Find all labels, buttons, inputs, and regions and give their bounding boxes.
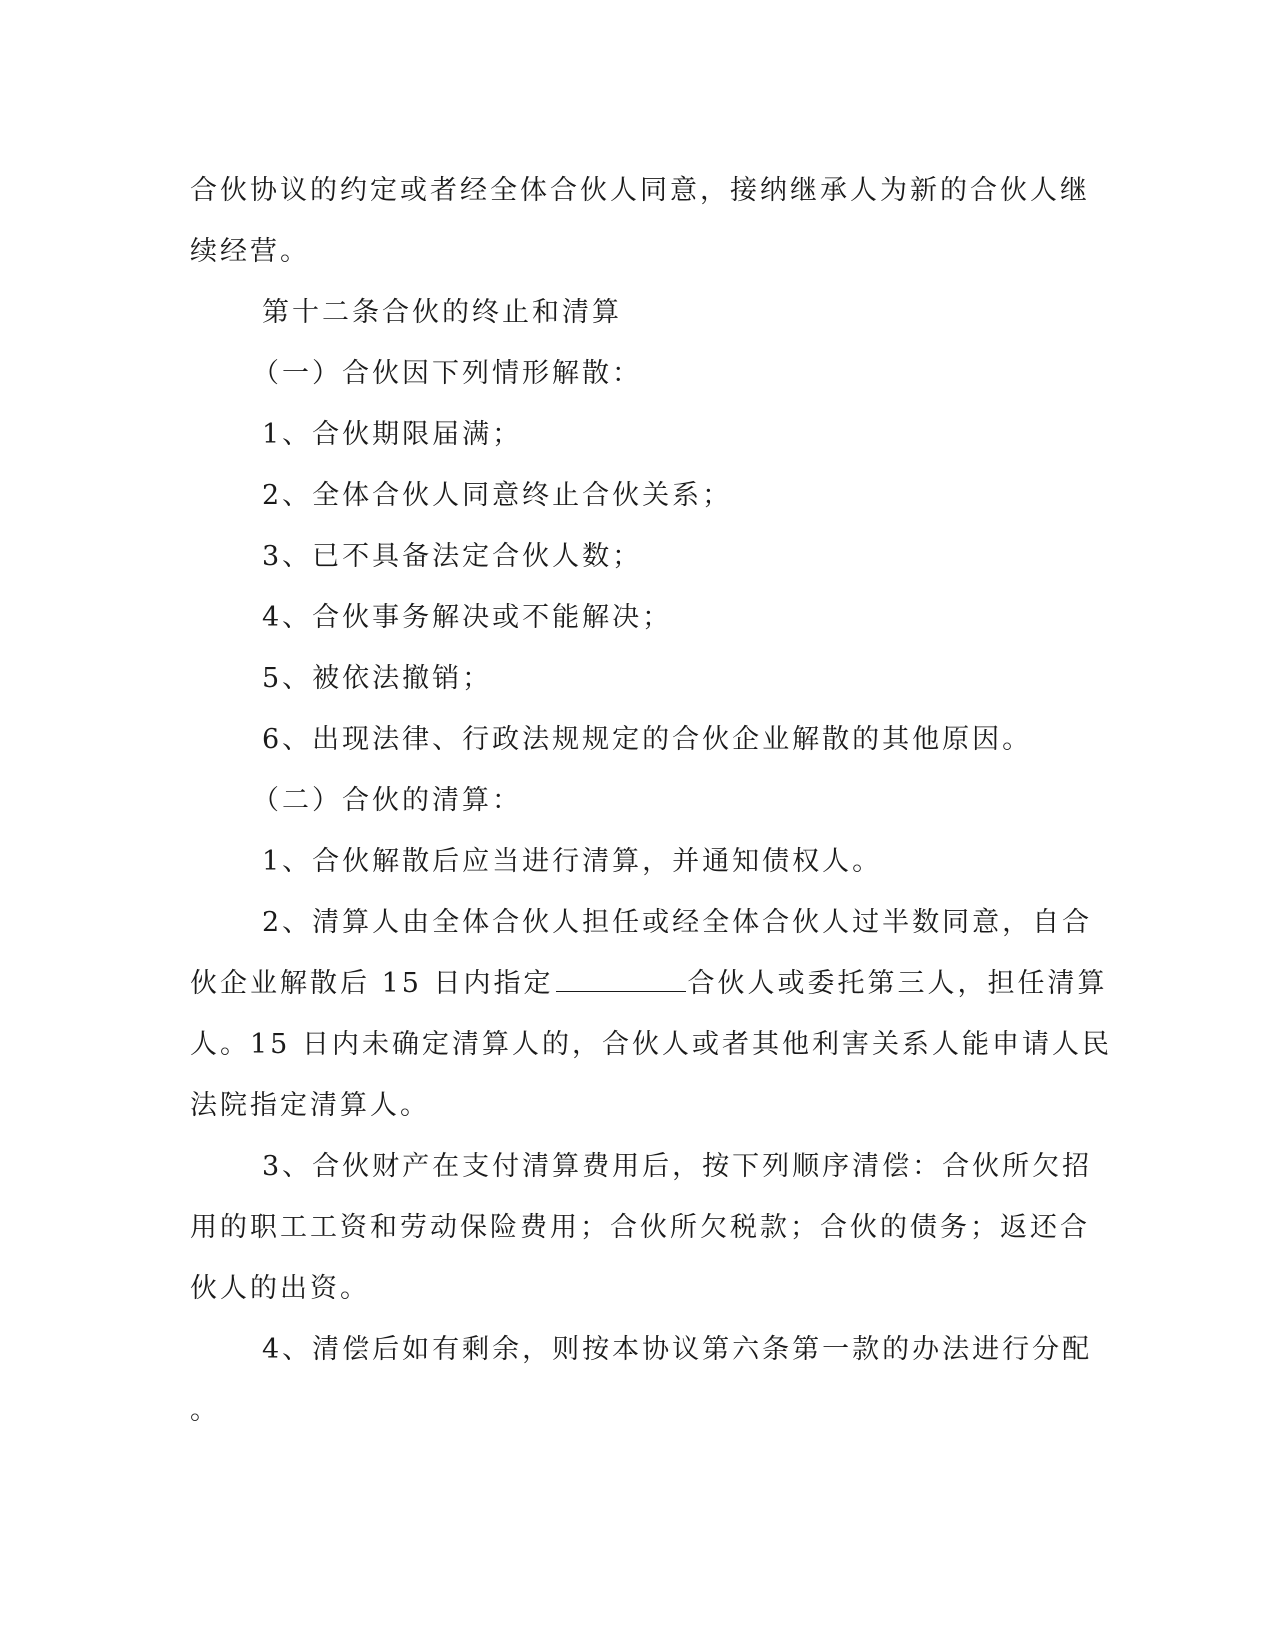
document-body bbox=[190, 160, 1112, 1441]
article-heading: 第十二条合伙的终止和清算 bbox=[262, 297, 622, 328]
list-item: 6、出现法律、行政法规规定的合伙企业解散的其他原因。 bbox=[262, 724, 1033, 755]
text-after-blank: 合伙人或委托第三人，担任清算 bbox=[687, 968, 1108, 999]
paragraph-line: 人。15 日内未确定清算人的，合伙人或者其他利害关系人能申请人民 bbox=[190, 1029, 1112, 1060]
list-item: 5、被依法撤销； bbox=[262, 663, 493, 694]
paragraph-line: 用的职工工资和劳动保险费用；合伙所欠税款；合伙的债务；返还合 bbox=[190, 1212, 1090, 1243]
paragraph-line: 3、合伙财产在支付清算费用后，按下列顺序清偿：合伙所欠招 bbox=[262, 1151, 1093, 1182]
section-heading-liquidation: （二）合伙的清算： bbox=[252, 785, 522, 816]
text-before-blank: 伙企业解散后 15 日内指定 bbox=[190, 968, 554, 999]
paragraph-line bbox=[190, 953, 1108, 1014]
paragraph-line: 法院指定清算人。 bbox=[190, 1090, 430, 1121]
paragraph-line: 合伙协议的约定或者经全体合伙人同意，接纳继承人为新的合伙人继 bbox=[190, 175, 1090, 206]
paragraph-line: 续经营。 bbox=[190, 236, 310, 267]
list-item: 1、合伙解散后应当进行清算，并通知债权人。 bbox=[262, 846, 883, 877]
list-item: 1、合伙期限届满； bbox=[262, 419, 523, 450]
paragraph-line: 。 bbox=[190, 1395, 220, 1426]
paragraph-line: 4、清偿后如有剩余，则按本协议第六条第一款的办法进行分配 bbox=[262, 1334, 1093, 1365]
section-heading-dissolution: （一）合伙因下列情形解散： bbox=[252, 358, 642, 389]
paragraph-line: 2、清算人由全体合伙人担任或经全体合伙人过半数同意，自合 bbox=[262, 907, 1093, 938]
list-item: 2、全体合伙人同意终止合伙关系； bbox=[262, 480, 733, 511]
list-item: 4、合伙事务解决或不能解决； bbox=[262, 602, 673, 633]
paragraph-line: 伙人的出资。 bbox=[190, 1273, 370, 1304]
list-item: 3、已不具备法定合伙人数； bbox=[262, 541, 643, 572]
fill-in-blank bbox=[556, 969, 686, 992]
